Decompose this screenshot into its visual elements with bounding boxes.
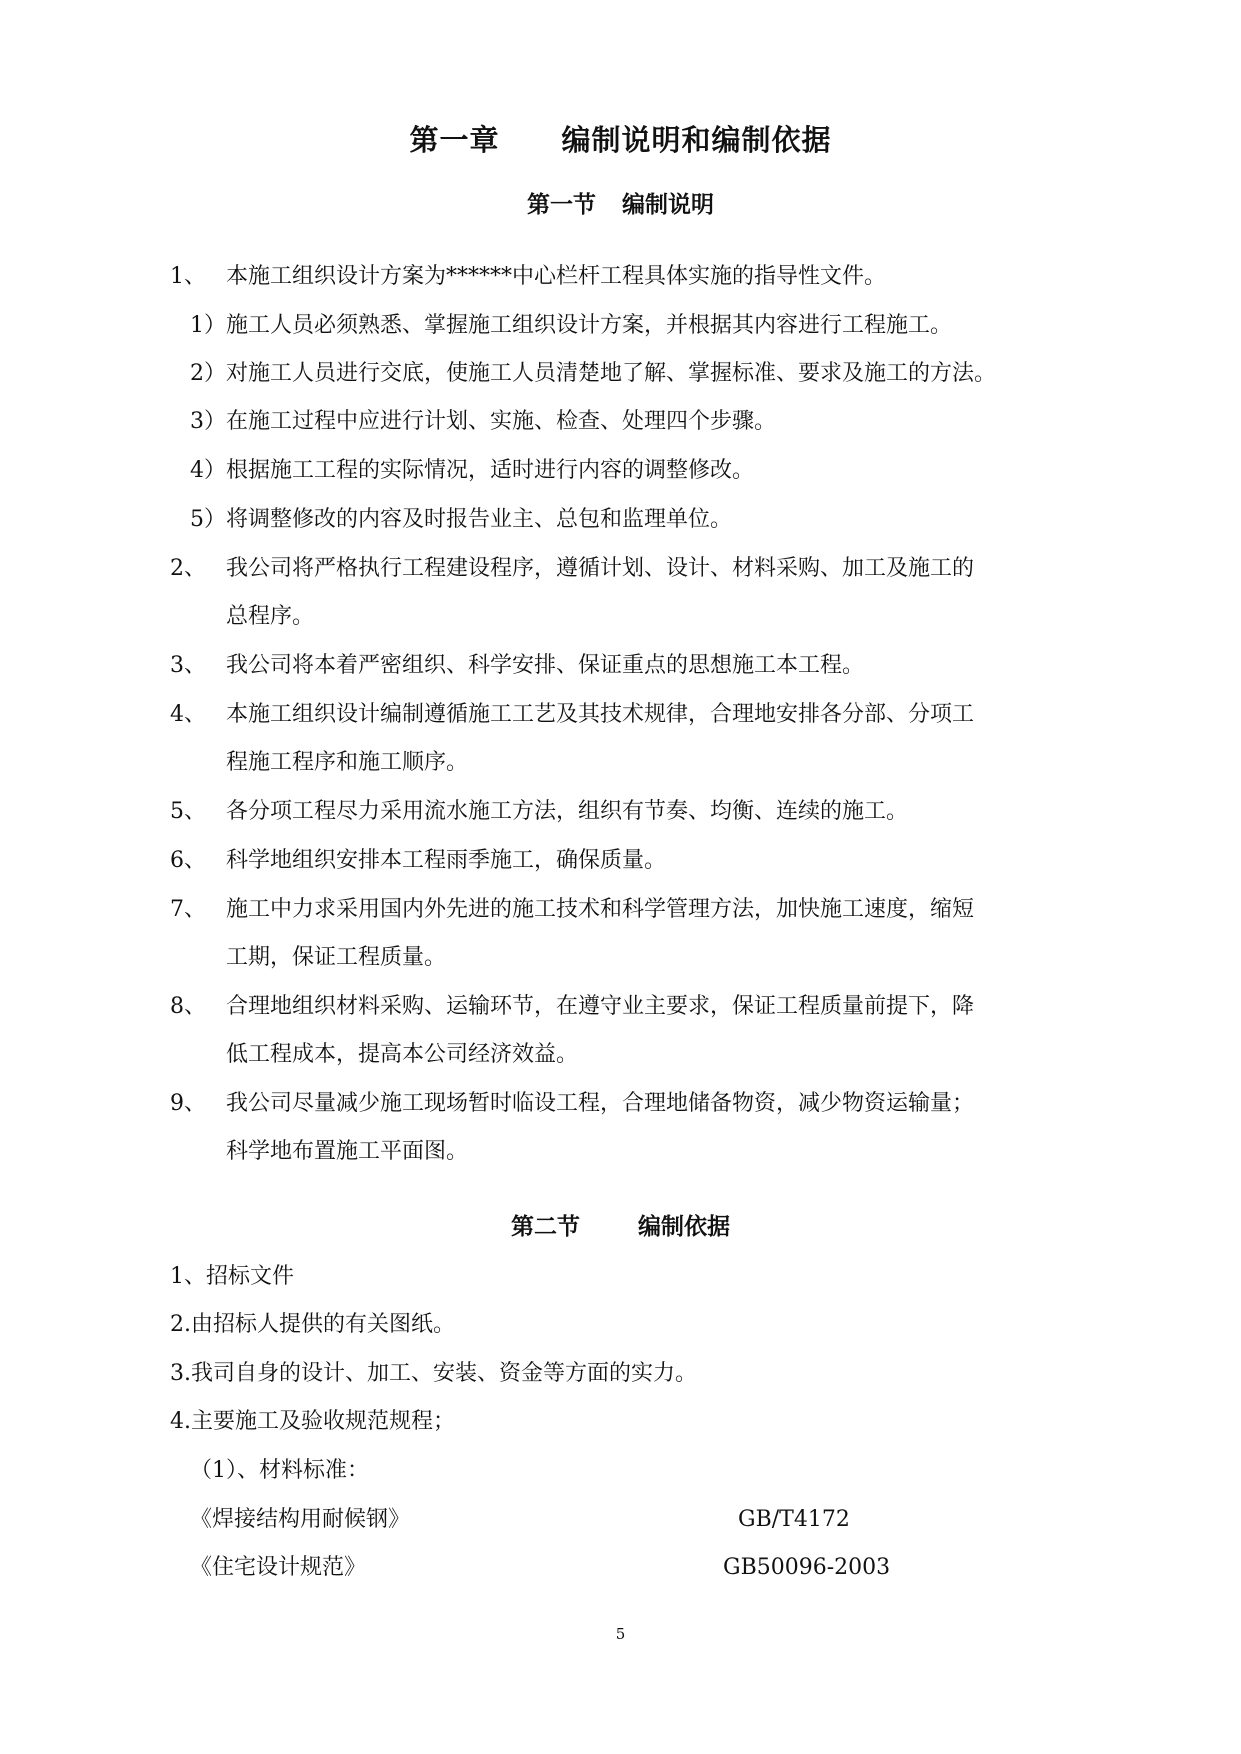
list-item-number: 3） [190,409,226,434]
page-number: 5 [615,1625,626,1643]
list-item-continuation: 科学地布置施工平面图。 [226,1139,469,1164]
list-item: 本施工组织设计方案为******中心栏杆工程具体实施的指导性文件。 [226,264,887,289]
section-title-1 [0,186,1241,219]
list-item-number: 1、 [170,264,206,289]
basis-item: 2.由招标人提供的有关图纸。 [170,1312,455,1337]
list-item: 对施工人员进行交底，使施工人员清楚地了解、掌握标准、要求及施工的方法。 [226,361,997,386]
list-item-number: 2） [190,361,226,386]
standard-name: 《住宅设计规范》 [190,1555,367,1580]
list-item-number: 4、 [170,702,206,727]
list-item: 根据施工工程的实际情况，适时进行内容的调整修改。 [226,458,755,483]
list-item-number: 2、 [170,556,206,581]
list-item-continuation: 低工程成本，提高本公司经济效益。 [226,1042,579,1067]
standard-code: GB/T4172 [738,1507,850,1532]
list-item: 在施工过程中应进行计划、实施、检查、处理四个步骤。 [226,409,777,434]
list-item-number: 1） [190,313,226,338]
list-item: 施工人员必须熟悉、掌握施工组织设计方案，并根据其内容进行工程施工。 [226,313,953,338]
list-item: 科学地组织安排本工程雨季施工，确保质量。 [226,848,667,873]
list-item-continuation: 工期，保证工程质量。 [226,945,447,970]
list-item: 我公司将本着严密组织、科学安排、保证重点的思想施工本工程。 [226,653,865,678]
basis-item: 4.主要施工及验收规范规程； [170,1409,455,1434]
chapter-heading: 编制说明和编制依据 [561,123,832,157]
list-item: 施工中力求采用国内外先进的施工技术和科学管理方法，加快施工速度，缩短 [226,897,975,922]
list-item: 合理地组织材料采购、运输环节，在遵守业主要求，保证工程质量前提下，降 [226,994,975,1019]
section-label: 第一节 [527,192,596,218]
section-title-2 [0,1208,1241,1241]
standard-name: 《焊接结构用耐候钢》 [190,1507,411,1532]
chapter-label: 第一章 [409,123,500,157]
chapter-title [0,118,1241,159]
list-item: 各分项工程尽力采用流水施工方法，组织有节奏、均衡、连续的施工。 [226,799,909,824]
list-item-number: 3、 [170,653,206,678]
list-item: 将调整修改的内容及时报告业主、总包和监理单位。 [226,507,733,532]
section-label: 第二节 [511,1214,580,1240]
list-item-number: 5） [190,507,226,532]
list-item: 我公司将严格执行工程建设程序，遵循计划、设计、材料采购、加工及施工的 [226,556,975,581]
list-item-continuation: 总程序。 [226,604,315,629]
standard-code: GB50096-2003 [723,1555,891,1580]
basis-item: 3.我司自身的设计、加工、安装、资金等方面的实力。 [170,1361,697,1386]
section-heading: 编制说明 [622,192,714,218]
list-item: 我公司尽量减少施工现场暂时临设工程，合理地储备物资，减少物资运输量； [226,1091,975,1116]
basis-item: 1、招标文件 [170,1264,294,1289]
list-item-number: 4） [190,458,226,483]
list-item: 本施工组织设计编制遵循施工工艺及其技术规律，合理地安排各分部、分项工 [226,702,975,727]
list-item-continuation: 程施工程序和施工顺序。 [226,750,469,775]
section-heading: 编制依据 [638,1214,730,1240]
standards-subheading: （1）、材料标准： [190,1458,369,1483]
list-item-number: 6、 [170,848,206,873]
list-item-number: 5、 [170,799,206,824]
list-item-number: 8、 [170,994,206,1019]
list-item-number: 9、 [170,1091,206,1116]
list-item-number: 7、 [170,897,206,922]
